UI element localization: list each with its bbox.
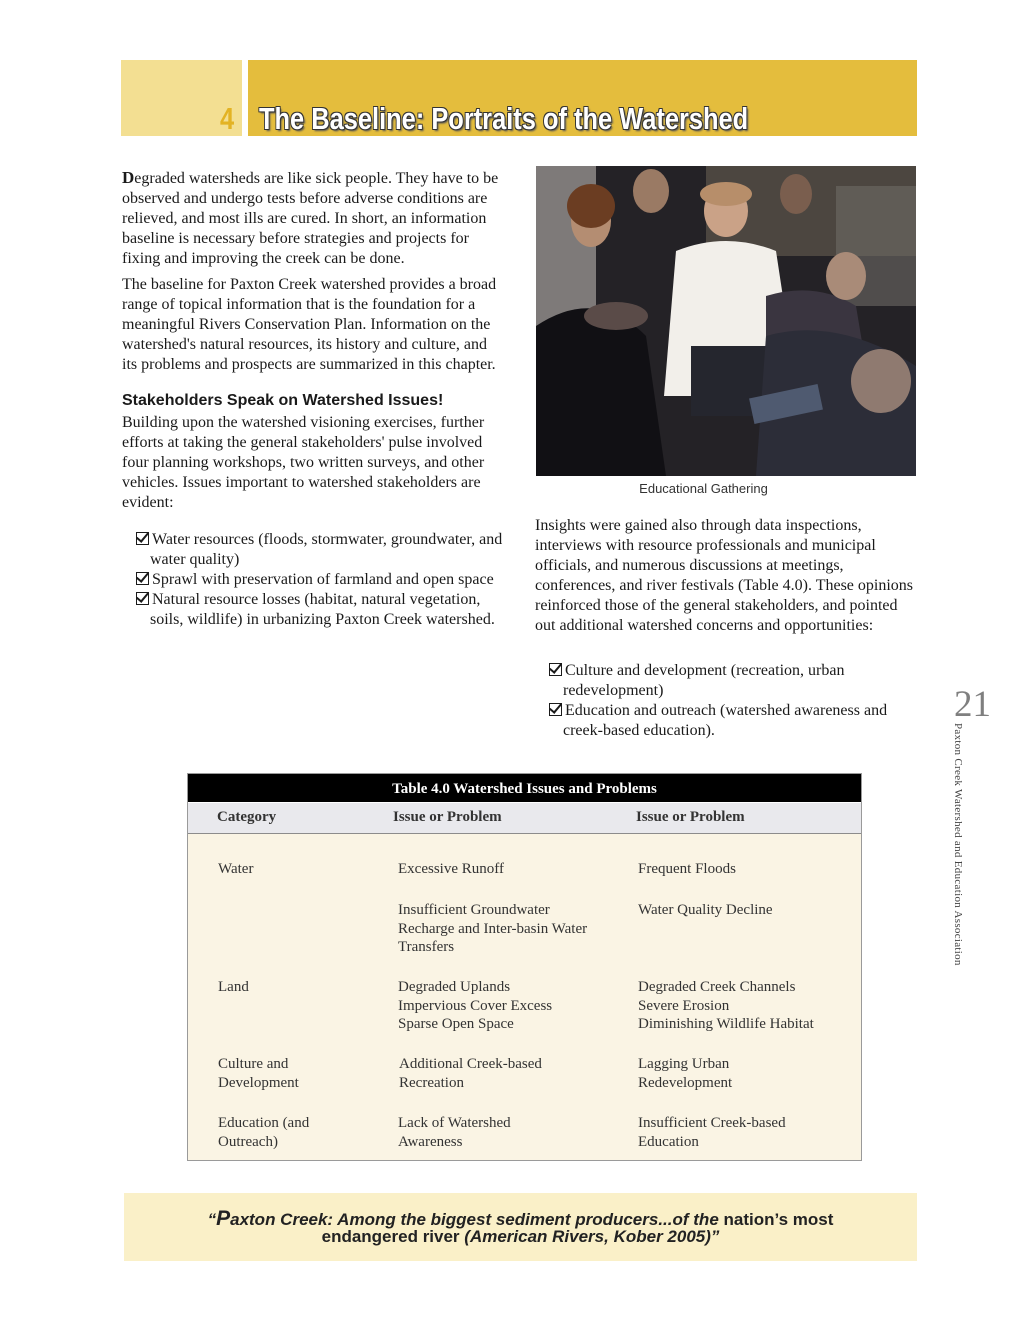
table-cell-issue-2: Water Quality Decline bbox=[638, 902, 773, 918]
intro-paragraph-2: The baseline for Paxton Creek watershed provides a broad range of topical information that is the foundation for a meaningful Rivers Conservation Plan. Information on the watershed's natural resources, its history and culture, and its problems and prospects are summarized in this chapter. bbox=[122, 276, 497, 373]
list-item: Natural resource losses (habitat, natural vegetation, soils, wildlife) in urbanizing Paxton Creek watershed. bbox=[122, 590, 504, 630]
chapter-number: 4 bbox=[220, 101, 235, 136]
table-header-row bbox=[188, 802, 861, 834]
table-cell-issue-1: Degraded Uplands Impervious Cover Excess Sparse Open Space bbox=[398, 979, 553, 1032]
page-number: 21 bbox=[954, 684, 991, 725]
pull-quote-line-2: endangered river (American Rivers, Kober 2005)” bbox=[321, 1227, 720, 1246]
stakeholders-body: Building upon the watershed visioning exercises, further efforts at taking the general stakeholders' pulse involved four planning workshops, two written surveys, and other vehicles. Issues important to watershed stakeholders are evident: bbox=[122, 414, 485, 511]
checkbox-icon bbox=[136, 572, 149, 585]
checkbox-icon bbox=[549, 663, 562, 676]
drop-cap: D bbox=[122, 168, 135, 187]
column-header-issue-2: Issue or Problem bbox=[636, 809, 745, 825]
issues-table bbox=[187, 773, 862, 1161]
checkbox-icon bbox=[549, 703, 562, 716]
left-column bbox=[122, 168, 504, 630]
stakeholders-heading: Stakeholders Speak on Watershed Issues! bbox=[122, 392, 444, 409]
list-item: Sprawl with preservation of farmland and open space bbox=[122, 570, 504, 590]
pull-quote-line-1: “Paxton Creek: Among the biggest sediment producers...of the nation’s most bbox=[207, 1207, 834, 1230]
checkbox-icon bbox=[136, 592, 149, 605]
list-item: Education and outreach (watershed awareness and creek-based education). bbox=[535, 701, 917, 741]
table-cell-category: Water bbox=[218, 861, 254, 877]
column-header-category: Category bbox=[217, 809, 277, 825]
stakeholder-issue-list bbox=[122, 530, 504, 630]
table-cell-issue-1: Excessive Runoff bbox=[398, 861, 504, 877]
educational-gathering-photo bbox=[536, 166, 916, 476]
table-cell-issue-2: Frequent Floods bbox=[638, 861, 736, 877]
right-column bbox=[535, 516, 917, 741]
photo-caption: Educational Gathering bbox=[639, 481, 768, 496]
table-cell-issue-2: Degraded Creek Channels Severe Erosion Diminishing Wildlife Habitat bbox=[638, 979, 814, 1032]
table-cell-issue-1: Insufficient Groundwater Recharge and Inter-basin Water Transfers bbox=[398, 902, 588, 955]
table-cell-category: Education (and Outreach) bbox=[218, 1115, 310, 1150]
table-cell-category: Land bbox=[218, 979, 249, 995]
checkbox-icon bbox=[136, 532, 149, 545]
table-cell-issue-1: Additional Creek-based Recreation bbox=[399, 1056, 542, 1091]
intro-paragraph-1: Degraded watersheds are like sick people. They have to be observed and undergo tests before adverse conditions are relieved, and most ills are cured. In short, an information baseline is necessary before strategies and projects for fixing and improving the creek can be done. bbox=[122, 168, 499, 267]
list-item: Water resources (floods, stormwater, groundwater, and water quality) bbox=[122, 530, 504, 570]
table-cell-category: Culture and Development bbox=[218, 1056, 299, 1091]
chapter-title: The Baseline: Portraits of the Watershed bbox=[259, 101, 749, 136]
insights-issue-list bbox=[535, 661, 917, 741]
sidebar-organization-name: Paxton Creek Watershed and Education Association bbox=[952, 723, 964, 966]
table-cell-issue-2: Insufficient Creek-based Education bbox=[638, 1115, 786, 1150]
table-cell-issue-2: Lagging Urban Redevelopment bbox=[638, 1056, 733, 1091]
list-item: Culture and development (recreation, urban redevelopment) bbox=[535, 661, 917, 701]
column-header-issue-1: Issue or Problem bbox=[393, 809, 502, 825]
table-cell-issue-1: Lack of Watershed Awareness bbox=[398, 1115, 511, 1150]
pull-quote bbox=[124, 1193, 917, 1261]
table-title: Table 4.0 Watershed Issues and Problems bbox=[188, 774, 861, 802]
insights-paragraph: Insights were gained also through data inspections, interviews with resource professionals and municipal officials, and numerous discussions at meetings, conferences, and river festivals (Table 4.0). These opinions reinforced those of the general stakeholders, and pointed out additional watershed concerns and opportunities: bbox=[535, 517, 914, 634]
